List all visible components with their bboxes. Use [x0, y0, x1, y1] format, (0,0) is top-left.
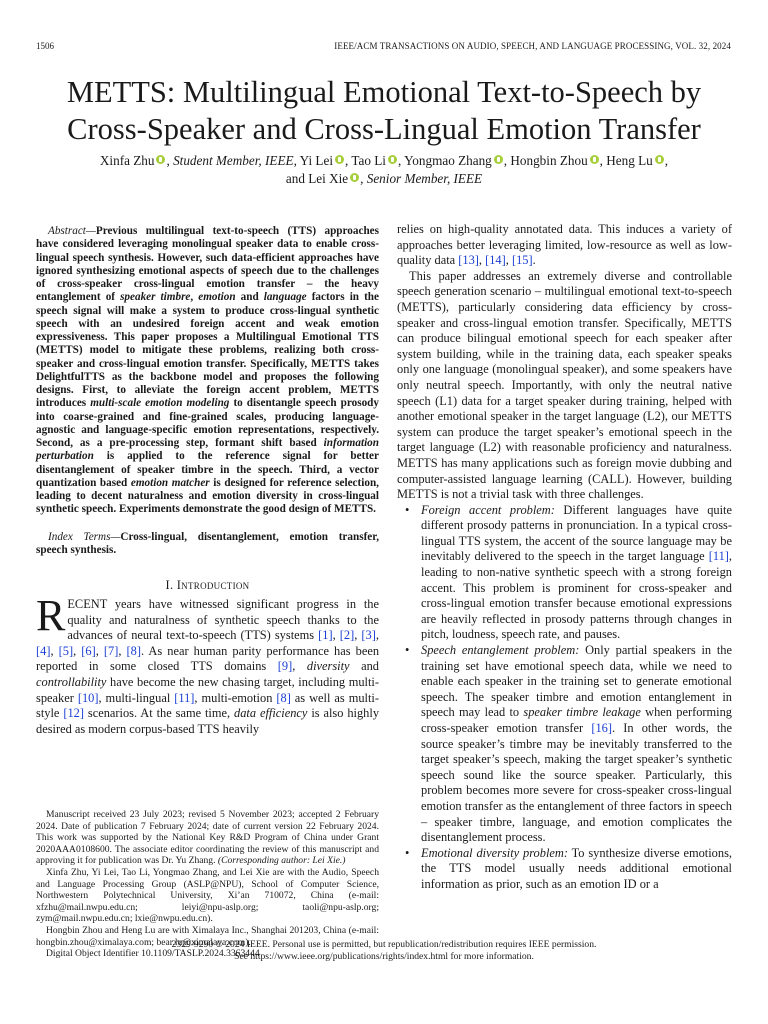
index-terms-text [36, 531, 379, 558]
page-number: 1506 [36, 41, 54, 51]
intro-paragraph [36, 591, 380, 737]
list-item [397, 643, 732, 846]
author-role: Senior Member, IEEE [366, 171, 483, 186]
citation-link[interactable]: [10] [77, 690, 99, 705]
citation-link[interactable]: [9] [277, 659, 293, 674]
copyright-line: 2329-9290 © 2024 IEEE. Personal use is permitted, but republication/redistribution requires IEEE permission. [171, 939, 597, 950]
list-item-span: To synthesize diverse emotions, the TTS model usually needs additional emotional information as prior, such as an emotion ID or a [421, 845, 732, 891]
author-list: Xinfa Zhu , Student Member, IEEE, Yi Lei , Tao Li , Yongmao Zhang , Hongbin Zhou , Heng Lu , and Lei Xie , Senior Member, IEEE [99, 153, 669, 186]
abstract [36, 225, 379, 517]
citation-link[interactable]: [4] [36, 643, 51, 658]
right-span: . [532, 253, 536, 268]
title-line-2: Cross-Speaker and Cross-Lingual Emotion Transfer [67, 112, 701, 146]
citation-link[interactable]: [7] [103, 643, 119, 658]
footnote [36, 809, 379, 960]
orcid-icon[interactable] [388, 155, 397, 164]
intro-span: , [332, 628, 340, 643]
list-item-title: Speech entanglement problem: [421, 643, 580, 658]
author-name: Heng Lu [606, 153, 653, 168]
orcid-icon[interactable] [335, 155, 344, 164]
intro-emphasis: diversity [306, 659, 350, 674]
citation-link[interactable]: [3] [361, 628, 376, 643]
intro-span: , [73, 643, 82, 658]
right-span: , [505, 253, 512, 268]
index-terms [36, 531, 379, 558]
intro-span: , [118, 643, 127, 658]
index-terms-label: Index Terms— [48, 531, 121, 543]
footnote-affiliation-2: Hongbin Zhou and Heng Lu are with Ximalaya Inc., Shanghai 201203, China (e-mail: hongbin.zhou@ximalaya.com; bear.lu@ximalaya.com). [36, 924, 379, 948]
list-item-emphasis: speaker timbre leakage [523, 705, 641, 720]
right-span: relies on high-quality annotated data. This induces a variety of approaches better leveraging limited, low-resource as well as low-quality data [397, 222, 732, 268]
copyright-footer [0, 939, 768, 963]
abstract-emphasis: emotion [198, 291, 236, 304]
author-name: Yongmao Zhang [404, 153, 492, 168]
intro-span: , multi-lingual [98, 690, 175, 705]
abstract-emphasis: speaker timbre [120, 291, 191, 304]
list-item-span: , leading to non-native synthetic speech with a strong foreign accent. This problem is prominent for cross-speaker and cross-lingual emotion transfer because emotional expressions are heavily reflected in prosody patterns through changes in pitch, loudness, speech rate, and pauses. [421, 549, 732, 642]
citation-link[interactable]: [16] [591, 721, 612, 735]
citation-link[interactable]: [15] [511, 253, 533, 268]
list-item-span: Different languages have quite different prosody patterns in pronunciation. In a typical cross-lingual TTS system, the accent of the source language may be inevitably delivered to the speech in the target language [421, 502, 732, 564]
title-line-1: METTS: Multilingual Emotional Text-to-Speech by [66, 75, 702, 109]
intro-span: is also highly desired as modern corpus-based TTS heavily [36, 706, 380, 736]
citation-link[interactable]: [2] [339, 628, 355, 643]
list-item-title: Foreign accent problem: [421, 502, 555, 517]
journal-header: IEEE/ACM TRANSACTIONS ON AUDIO, SPEECH, AND LANGUAGE PROCESSING, VOL. 32, 2024 [334, 41, 731, 51]
intro-span: scenarios. At the same time, [83, 706, 235, 721]
intro-span: , [95, 643, 104, 658]
abstract-emphasis: information perturbation [36, 437, 379, 463]
abstract-span: is applied to the reference signal for better disentanglement of speaker timbre in the speech. Third, a vector quantization based [36, 450, 379, 489]
paper-title [20, 74, 748, 148]
list-item-title: Emotional diversity problem: [421, 845, 568, 860]
section-number: I. [165, 578, 177, 592]
abstract-text [36, 225, 379, 517]
abstract-span: to disentangle speech prosody into coarse-grained and fine-grained scales, producing language-agnostic and language-specific emotion representations, respectively. Second, as a pre-processing step, formant shift based [36, 397, 379, 449]
citation-link[interactable]: [13] [458, 253, 479, 268]
intro-emphasis: controllability [36, 674, 107, 689]
orcid-icon[interactable] [494, 155, 503, 164]
drop-cap: R [36, 591, 66, 640]
orcid-icon[interactable] [655, 155, 664, 164]
author-name: Yi Lei [299, 153, 334, 168]
author-name: Hongbin Zhou [510, 153, 588, 168]
rights-url-line: See https://www.ieee.org/publications/rights/index.html for more information. [234, 951, 534, 962]
list-item [397, 503, 732, 643]
list-item-span: when performing cross-speaker emotion transfer [421, 705, 732, 735]
citation-link[interactable]: [5] [58, 643, 74, 658]
abstract-span: factors in the speech signal will make a system to produce cross-lingual synthetic speech with an undesired foreign accent and weak emotion expressiveness. This paper proposes a Multilingual Emotional TTS (METTS) model to mitigate these problems, realizing both cross-speaker and cross-lingual emotion transfer. Specifically, METTS takes DelightfulTTS as the backbone model and proposes the following designs. First, to alleviate the foreign accent problem, METTS introduces [36, 291, 379, 410]
abstract-span: and [235, 291, 264, 304]
citation-link[interactable]: [8] [126, 643, 141, 658]
intro-span: , [292, 659, 307, 674]
introduction [36, 591, 380, 737]
orcid-icon[interactable] [350, 173, 359, 182]
author-name: Xinfa Zhu [99, 153, 155, 168]
right-paragraph-2: This paper addresses an extremely diverse and controllable speech generation scenario – multilingual emotional text-to-speech (METTS), particularly considering data efficiency by cross-speaker and cross-lingual emotion transfer. Specifically, METTS can produce bilingual emotional speech for each speaker after system building, while in the training data, each speaker speaks only one language (monolingual speaker), and some speakers have only neutral speech. Importantly, with only the neutral native speech (L1) data for a target speaker during training, helped with another emotional speaker in the target language (L2), our METTS system can produce the target speaker’s emotional speech in the target language (L2) with reasonable proficiency and naturalness. METTS has many applications such as foreign movie dubbing and computer-assisted language learning (CALL). However, building METTS is not a trivial task with three challenges. [397, 268, 732, 502]
footnote-manuscript [36, 809, 379, 867]
right-column [397, 222, 732, 893]
orcid-icon[interactable] [590, 155, 599, 164]
author-name: and Lei Xie [285, 171, 349, 186]
citation-link[interactable]: [14] [485, 253, 506, 268]
footnote-affiliation-1: Xinfa Zhu, Yi Lei, Tao Li, Yongmao Zhang, and Lei Xie are with the Audio, Speech and Language Processing Group (ASLP@NPU), School of Computer Science, Northwestern Polytechnical University, Xi’an 710072, China (e-mail: xfzhu@mail.nwpu.edu.cn; leiyi@npu-aslp.org; taoli@npu-aslp.org; zym@mail.nwpu.edu.cn; lxie@nwpu.edu.cn). [36, 866, 379, 925]
corresponding-author: (Corresponding author: Lei Xie.) [217, 855, 346, 867]
section-heading [36, 578, 379, 593]
intro-span: have become the new chasing target, including multi-speaker [36, 674, 379, 705]
footnote-span: Manuscript received 23 July 2023; revised 5 November 2023; accepted 2 February 2024. Date of publication 7 February 2024; date of current version 22 February 2024. This work was supported by the National Key R&D Program of China under Grant 2020AAA0108600. The associate editor coordinating the review of this manuscript and approving it for publication was Dr. Yu Zhang. [36, 809, 379, 867]
section-title: Introduction [176, 578, 250, 592]
intro-emphasis: data efficiency [234, 706, 308, 721]
citation-link[interactable]: [8] [276, 690, 291, 705]
challenge-list [397, 503, 732, 893]
list-item [397, 846, 732, 893]
citation-link[interactable]: [1] [318, 628, 333, 643]
list-item-span: Only partial speakers in the training set have emotional speech data, while we need to enable each speaker in the training set to generate emotional speech. The speaker timbre and emotion entanglement in speech may lead to [421, 643, 732, 720]
abstract-span: is designed for reference selection, leading to decent naturalness and emotion diversity in cross-lingual synthetic speech. Experiments demonstrate the good design of METTS. [36, 476, 379, 516]
orcid-icon[interactable] [156, 155, 165, 164]
right-span: , [478, 253, 486, 268]
intro-span: , multi-emotion [194, 690, 277, 705]
author-role: Student Member, IEEE [173, 153, 294, 168]
right-paragraph-1 [397, 222, 732, 269]
intro-span: ECENT years have witnessed significant progress in the quality and naturalness of synthetic speech thanks to the advances of neural text-to-speech (TTS) systems [67, 597, 379, 643]
bullet-icon: • [405, 502, 410, 517]
citation-link[interactable]: [11] [708, 549, 729, 564]
intro-span: , [354, 628, 362, 643]
abstract-emphasis: emotion matcher [130, 476, 210, 489]
intro-span: . As near human parity performance has been reported in some closed TTS domains [36, 643, 380, 674]
abstract-emphasis: multi-scale emotion modeling [90, 397, 230, 410]
bullet-icon: • [405, 845, 410, 860]
citation-link[interactable]: [12] [63, 706, 84, 721]
intro-span: , [50, 643, 59, 658]
bullet-icon: • [405, 643, 410, 658]
author-name: Tao Li [351, 153, 386, 168]
abstract-emphasis: language [263, 291, 307, 304]
citation-link[interactable]: [11] [174, 690, 195, 705]
abstract-span: , [190, 291, 199, 304]
index-terms-value: Cross-lingual, disentanglement, emotion transfer, speech synthesis. [36, 531, 379, 557]
list-item-span: . In other words, the source speaker’s timbre may be inevitably transferred to the target speaker’s speech, making the target speaker’s synthetic speech sound like the source speaker. Particularly, this problem becomes more severe for cross-speaker cross-lingual emotion transfer as the entanglement of three factors in speech – speaker timbre, language, and emotion complicates the disentanglement process. [421, 721, 732, 845]
intro-span: , [375, 628, 379, 643]
intro-span: and [349, 659, 379, 674]
abstract-span: Previous multilingual text-to-speech (TTS) approaches have considered leveraging monolingual speaker data to enable cross-lingual speech synthesis. However, such data-efficient approaches have ignored synthesizing emotional aspects of speech due to the challenges of cross-speaker cross-lingual emotion transfer – the heavy entanglement of [36, 225, 379, 304]
citation-link[interactable]: [6] [81, 643, 96, 658]
footnote-doi: Digital Object Identifier 10.1109/TASLP.2024.3363444 [46, 948, 260, 960]
abstract-label: Abstract— [48, 225, 96, 237]
intro-span: as well as multi-style [36, 690, 379, 721]
